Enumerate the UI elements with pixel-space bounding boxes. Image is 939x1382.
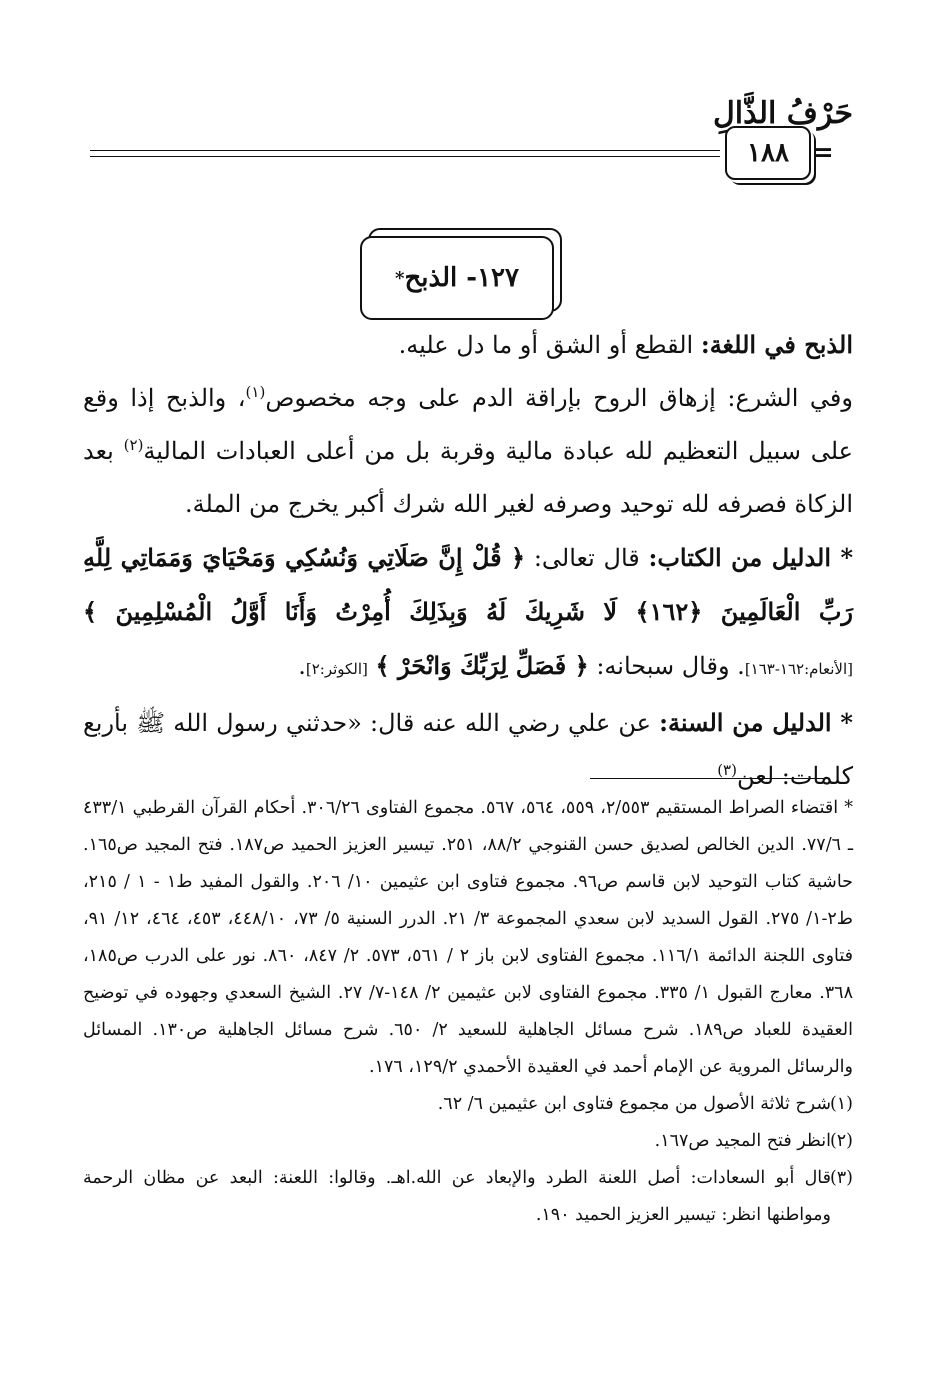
term-definition: القطع أو الشق أو ما دل عليه. <box>398 331 701 359</box>
ref-kawthar: [الكوثر:٢] <box>305 660 368 678</box>
paragraph-quran-evidence <box>83 531 853 696</box>
footnote-3-number: (٣) <box>829 1168 853 1188</box>
footnote-ref-1[interactable]: (١) <box>245 383 266 401</box>
footnote-separator <box>590 778 830 779</box>
sharia-text-a: وفي الشرع: إزهاق الروح بإراقة الدم على وجه مخصوص <box>265 384 853 412</box>
paragraph-linguistic <box>83 318 853 372</box>
quran-intro: قال تعالى: <box>525 544 649 572</box>
header-eq-mark: = <box>812 138 834 168</box>
paragraph-sunnah-evidence <box>83 696 853 803</box>
footnote-ref-2[interactable]: (٢) <box>123 436 144 454</box>
ayah-kawthar: ﴿ فَصَلِّ لِرَبِّكَ وَانْحَرْ ﴾ <box>375 651 589 680</box>
footnote-2-text: انظر فتح المجيد ص١٦٧. <box>654 1131 831 1151</box>
quran-evidence-label: * الدليل من الكتاب: <box>648 543 854 572</box>
chapter-title: ١٢٧- الذبح <box>404 263 519 293</box>
sharia-text-c: بعد الزكاة فصرفه لله توحيد وصرفه لغير الله شرك أكبر يخرج من الملة. <box>83 437 853 518</box>
footnote-2-number: (٢) <box>829 1131 853 1151</box>
term-label: الذبح في اللغة: <box>700 330 853 359</box>
ref-anam: [الأنعام:١٦٢-١٦٣] <box>744 660 853 678</box>
footnote-star-sources: * اقتضاء الصراط المستقيم ٢/٥٥٣، ٥٥٩، ٥٦٤، ٥٦٧. مجموع الفتاوى ٣٠٦/٢٦. أحكام القرآن القرطبي ٤٣٣/١ ـ ٧٧/٦. الدين الخالص لصديق حسن القنوجي ٨٨/٢، ٢٥١. تيسير العزيز الحميد ص١٨٧. فتح المجيد ص١٦٥. حاشية كتاب التوحيد لابن قاسم ص٩٦. مجموع فتاوى ابن عثيمين ١٠/ ٢٠٦. والقول المفيد ط١ - ١ / ٢١٥، ط٢-١/ ٢٧٥. القول السديد لابن سعدي المجموعة ٣/ ٢١. الدرر السنية ٥/ ٧٣، ٤٤٨/١٠، ٤٥٣، ٤٦٤، ١٢/ ٩١، فتاوى اللجنة الدائمة ١١٦/١. مجموع الفتاوى لابن باز ٢ / ٥٦١، ٥٧٣. ٢/ ٨٤٧، ٨٦٠. نور على الدرب ص١٨٥، ٣٦٨. معارج القبول ١/ ٣٣٥. مجموع الفتاوى لابن عثيمين ٢/ ١٤٨-٧/ ٢٧. الشيخ السعدي وجهوده في توضيح العقيدة للعباد ص١٨٩. شرح مسائل الجاهلية للسعيد ٢/ ٦٥٠. شرح مسائل الجاهلية ص١٣٠. المسائل والرسائل المروية عن الإمام أحمد في العقيدة الأحمدي ١٢٩/٢، ١٧٦. <box>83 798 853 1077</box>
paragraph-sharia <box>83 372 853 531</box>
header-rule-bottom <box>90 156 720 157</box>
sharia-text-b: ، والذبح إذا وقع على سبيل التعظيم لله عبادة مالية وقربة بل من أعلى العبادات المالية <box>83 384 854 465</box>
chapter-star: * <box>395 267 405 289</box>
quran-end: . <box>298 652 306 680</box>
footnote-1 <box>83 1086 853 1123</box>
footnote-1-text: شرح ثلاثة الأصول من مجموع فتاوى ابن عثيمين ٦/ ٦٢. <box>437 1094 831 1114</box>
footnotes <box>83 790 853 1234</box>
header-rule-top <box>90 150 720 151</box>
quran-connector: . وقال سبحانه: <box>588 652 745 680</box>
page-number: ١٨٨ <box>725 126 811 180</box>
footnote-ref-3[interactable]: (٣) <box>717 761 737 779</box>
sunnah-evidence-label: * الدليل من السنة: <box>659 708 853 737</box>
ayah-anam: ﴿ قُلْ إِنَّ صَلَاتِي وَنُسُكِي وَمَحْيَايَ وَمَمَاتِي لِلَّهِ رَبِّ الْعَالَمِينَ ﴿١٦٢﴾ لَا شَرِيكَ لَهُ وَبِذَلِكَ أُمِرْتُ وَأَنَا أَوَّلُ الْمُسْلِمِينَ ﴾ <box>83 543 853 626</box>
sunnah-text: عن علي رضي الله عنه قال: «حدثني رسول الله ﷺ بأربع كلمات: لعن <box>83 709 853 790</box>
footnote-1-number: (١) <box>829 1094 853 1114</box>
footnote-3 <box>83 1160 853 1234</box>
main-text <box>83 318 853 803</box>
running-title: حَرْفُ الذَّالِ <box>713 96 853 131</box>
chapter-title-box <box>360 236 554 320</box>
footnote-3-text: قال أبو السعادات: أصل اللعنة الطرد والإبعاد عن الله.اهـ. وقالوا: اللعنة: البعد عن مظان الرحمة ومواطنها انظر: تيسير العزيز الحميد ١٩٠. <box>83 1168 831 1225</box>
footnote-2 <box>83 1123 853 1160</box>
